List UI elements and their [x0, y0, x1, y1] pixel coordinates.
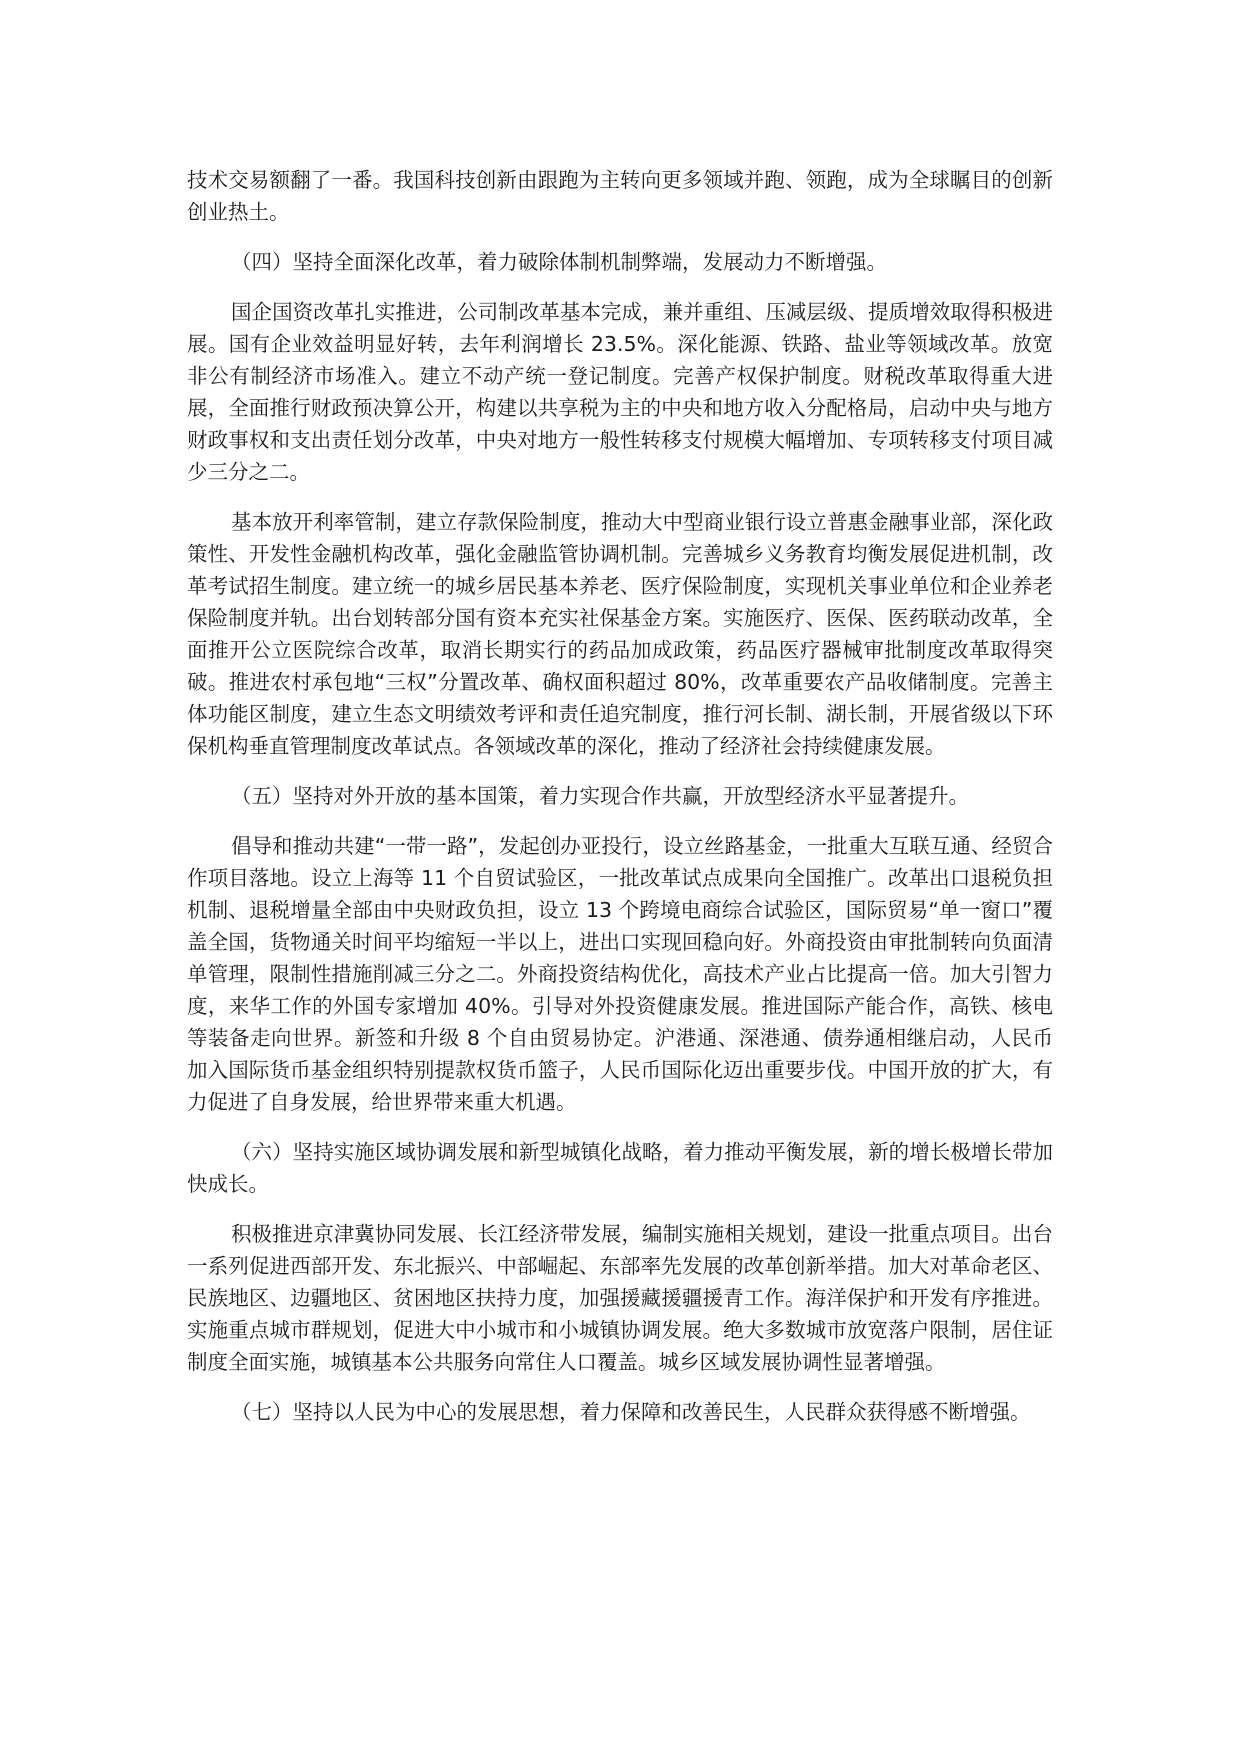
section-heading-4: （四）坚持全面深化改革，着力破除体制机制弊端，发展动力不断增强。: [231, 250, 887, 274]
paragraph-regional-development: 积极推进京津冀协同发展、长江经济带发展，编制实施相关规划，建设一批重点项目。出台一系列促进西部开发、东北振兴、中部崛起、东部率先发展的改革创新举措。加大对革命老区、民族地区、边疆地区、贫困地区扶持力度，加强援藏援疆援青工作。海洋保护和开发有序推进。实施重点城市群规划，促进大中小城市和小城镇协调发展。绝大多数城市放宽落户限制，居住证制度全面实施，城镇基本公共服务向常住人口覆盖。城乡区域发展协调性显著增强。: [187, 1222, 1053, 1374]
section-heading-5: （五）坚持对外开放的基本国策，着力实现合作共赢，开放型经济水平显著提升。: [231, 784, 969, 808]
section-heading-7: （七）坚持以人民为中心的发展思想，着力保障和改善民生，人民群众获得感不断增强。: [231, 1400, 1031, 1424]
paragraph-continuation: 技术交易额翻了一番。我国科技创新由跟跑为主转向更多领域并跑、领跑，成为全球瞩目的创新创业热土。: [187, 168, 1053, 224]
section-heading-6: （六）坚持实施区域协调发展和新型城镇化战略，着力推动平衡发展，新的增长极增长带加快成长。: [187, 1140, 1053, 1196]
paragraph-financial-reform: 基本放开利率管制，建立存款保险制度，推动大中型商业银行设立普惠金融事业部，深化政策性、开发性金融机构改革，强化金融监管协调机制。完善城乡义务教育均衡发展促进机制，改革考试招生制度。建立统一的城乡居民基本养老、医疗保险制度，实现机关事业单位和企业养老保险制度并轨。出台划转部分国有资本充实社保基金方案。实施医疗、医保、医药联动改革，全面推开公立医院综合改革，取消长期实行的药品加成政策，药品医疗器械审批制度改革取得突破。推进农村承包地“三权”分置改革、确权面积超过 80%，改革重要农产品收储制度。完善主体功能区制度，建立生态文明绩效考评和责任追究制度，推行河长制、湖长制，开展省级以下环保机构垂直管理制度改革试点。各领域改革的深化，推动了经济社会持续健康发展。: [187, 510, 1053, 758]
paragraph-soe-reform: 国企国资改革扎实推进，公司制改革基本完成，兼并重组、压减层级、提质增效取得积极进展。国有企业效益明显好转，去年利润增长 23.5%。深化能源、铁路、盐业等领域改革。放宽非公有制经济市场准入。建立不动产统一登记制度。完善产权保护制度。财税改革取得重大进展，全面推行财政预决算公开，构建以共享税为主的中央和地方收入分配格局，启动中央与地方财政事权和支出责任划分改革，中央对地方一般性转移支付规模大幅增加、专项转移支付项目减少三分之二。: [187, 300, 1053, 484]
paragraph-opening-up: 倡导和推动共建“一带一路”，发起创办亚投行，设立丝路基金，一批重大互联互通、经贸合作项目落地。设立上海等 11 个自贸试验区，一批改革试点成果向全国推广。改革出口退税负担机制、退税增量全部由中央财政负担，设立 13 个跨境电商综合试验区，国际贸易“单一窗口”覆盖全国，货物通关时间平均缩短一半以上，进出口实现回稳向好。外商投资由审批制转向负面清单管理，限制性措施削减三分之二。外商投资结构优化，高技术产业占比提高一倍。加大引智力度，来华工作的外国专家增加 40%。引导对外投资健康发展。推进国际产能合作，高铁、核电等装备走向世界。新签和升级 8 个自由贸易协定。沪港通、深港通、债券通相继启动，人民币加入国际货币基金组织特别提款权货币篮子，人民币国际化迈出重要步伐。中国开放的扩大，有力促进了自身发展，给世界带来重大机遇。: [187, 834, 1053, 1114]
document-page: [187, 164, 1053, 1446]
